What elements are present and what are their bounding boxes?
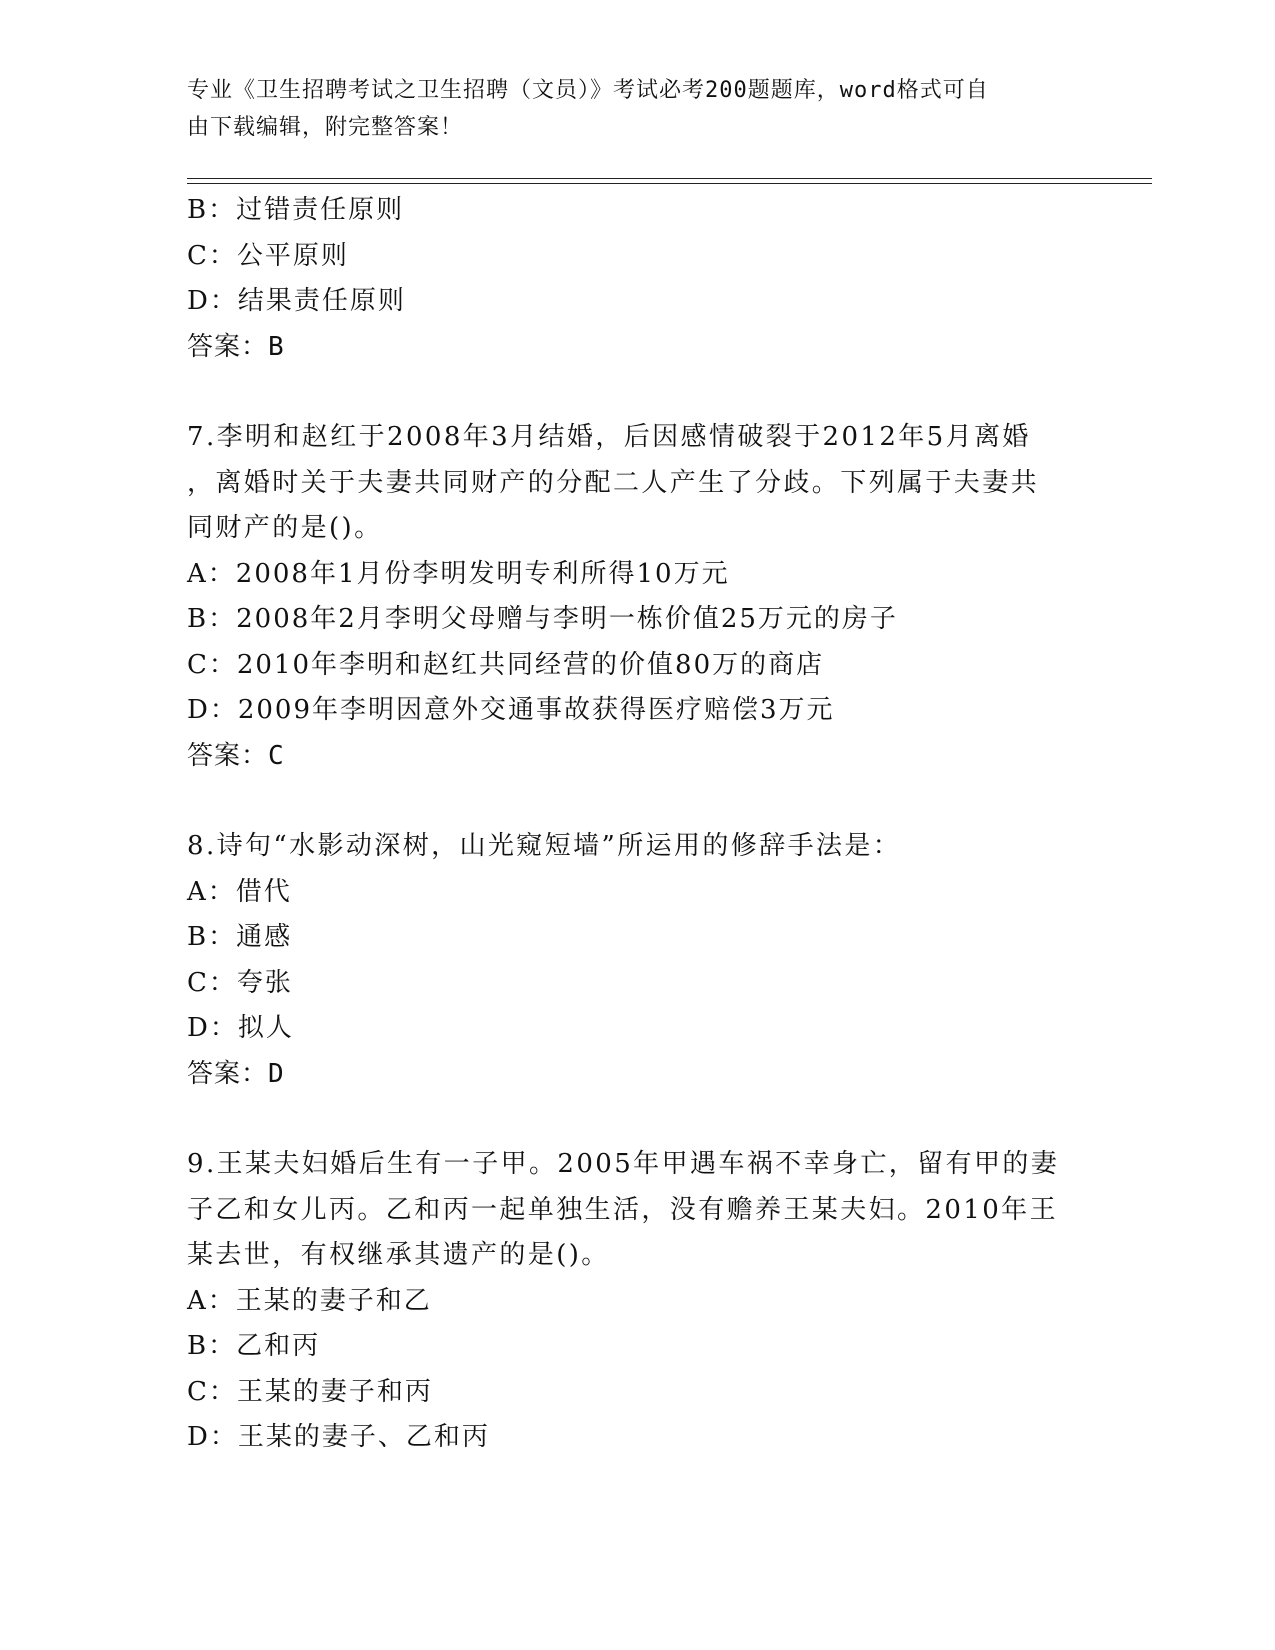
header-line-2: 由下载编辑，附完整答案！ (187, 115, 464, 140)
option-d: D：王某的妻子、乙和丙 (187, 1422, 490, 1452)
previous-question-tail (187, 188, 1087, 370)
option-b: B：通感 (187, 922, 293, 952)
answer-line: 答案：D (187, 1058, 285, 1089)
stem-line: 8.诗句“水影动深树，山光窥短墙”所运用的修辞手法是： (187, 831, 902, 861)
header-rule-top (187, 178, 1152, 179)
question-9 (187, 1142, 1087, 1461)
stem-line: 9.王某夫妇婚后生有一子甲。2005年甲遇车祸不幸身亡，留有甲的妻 (187, 1149, 1060, 1179)
option-b: B：过错责任原则 (187, 195, 405, 225)
header-rule-bottom (187, 183, 1152, 184)
answer-line: 答案：C (187, 740, 285, 771)
stem-line: ，离婚时关于夫妻共同财产的分配二人产生了分歧。下列属于夫妻共 (187, 467, 1040, 498)
option-a: A：2008年1月份李明发明专利所得10万元 (187, 558, 730, 589)
stem-line: 7.李明和赵红于2008年3月结婚，后因感情破裂于2012年5月离婚 (187, 422, 1031, 452)
question-stem (187, 824, 1087, 870)
question-7 (187, 415, 1087, 779)
question-stem (187, 415, 1087, 552)
stem-line: 同财产的是()。 (187, 513, 383, 543)
option-d: D：拟人 (187, 1013, 294, 1043)
option-d: D：结果责任原则 (187, 286, 406, 316)
option-a: A：王某的妻子和乙 (187, 1285, 432, 1316)
stem-line: 某去世，有权继承其遗产的是()。 (187, 1240, 610, 1270)
option-b: B：2008年2月李明父母赠与李明一栋价值25万元的房子 (187, 604, 898, 634)
document-header (187, 72, 1067, 146)
question-stem (187, 1142, 1087, 1279)
option-c: C：夸张 (187, 967, 293, 998)
answer-line: 答案：B (187, 331, 285, 362)
option-c: C：2010年李明和赵红共同经营的价值80万的商店 (187, 649, 825, 680)
document-body (187, 188, 1087, 1461)
question-8 (187, 824, 1087, 1097)
option-b: B：乙和丙 (187, 1331, 321, 1361)
header-line-1: 专业《卫生招聘考试之卫生招聘（文员）》考试必考200题题库，word格式可自 (187, 78, 989, 103)
option-c: C：公平原则 (187, 240, 349, 271)
option-a: A：借代 (187, 876, 292, 907)
option-c: C：王某的妻子和丙 (187, 1376, 433, 1407)
stem-line: 子乙和女儿丙。乙和丙一起单独生活，没有赡养王某夫妇。2010年王 (187, 1194, 1058, 1225)
option-d: D：2009年李明因意外交通事故获得医疗赔偿3万元 (187, 695, 835, 725)
